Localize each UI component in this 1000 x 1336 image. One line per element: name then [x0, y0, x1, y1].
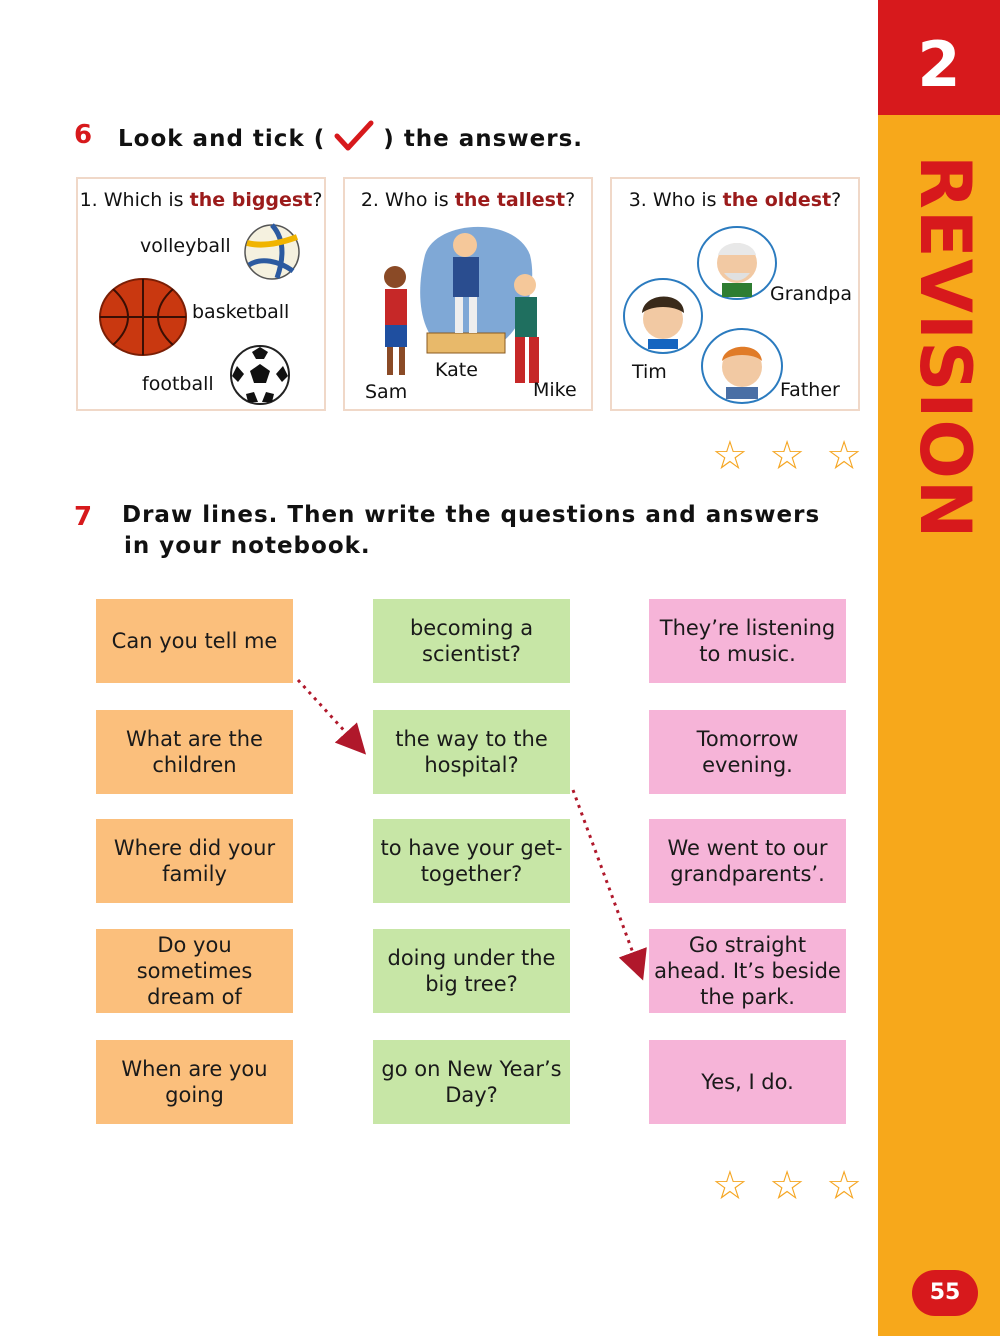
tick-icon	[334, 120, 374, 158]
panel-tallest	[343, 177, 593, 411]
panel-question: 3. Who is the oldest?	[628, 189, 842, 211]
rating-stars-6	[712, 433, 862, 479]
exercise-6-title-start: Look and tick (	[118, 126, 326, 152]
exercise-6-number: 6	[74, 120, 93, 150]
unit-number: 2	[917, 28, 961, 101]
basketball-icon[interactable]	[98, 277, 188, 361]
exercise-7-title-line2: in your notebook.	[124, 533, 371, 559]
label-father: Father	[780, 379, 840, 401]
label-volleyball: volleyball	[140, 235, 231, 257]
panel-question: 1. Which is the biggest?	[79, 189, 323, 211]
exercise-7-title-line1: Draw lines. Then write the questions and answers	[122, 502, 821, 528]
label-football: football	[142, 373, 214, 395]
label-mike: Mike	[533, 379, 577, 401]
football-icon[interactable]	[228, 344, 292, 410]
phrase-end-5[interactable]: go on New Year’s Day?	[373, 1040, 570, 1124]
label-basketball: basketball	[192, 301, 290, 323]
volleyball-icon[interactable]	[243, 223, 301, 285]
label-tim: Tim	[632, 361, 667, 383]
page-number: 55	[912, 1270, 978, 1316]
answer-2[interactable]: Tomorrow evening.	[649, 710, 846, 794]
panel-question: 2. Who is the tallest?	[360, 189, 576, 211]
label-grandpa: Grandpa	[770, 283, 852, 305]
label-kate: Kate	[435, 359, 478, 381]
star-icon[interactable]: ☆	[769, 1163, 805, 1209]
star-icon[interactable]: ☆	[826, 1163, 862, 1209]
father-portrait[interactable]	[700, 327, 784, 409]
example-arrow-1	[298, 680, 360, 748]
star-icon[interactable]: ☆	[712, 1163, 748, 1209]
phrase-start-5[interactable]: When are you going	[96, 1040, 293, 1124]
example-arrow-2	[573, 790, 640, 972]
exercise-7-number: 7	[74, 502, 93, 532]
phrase-end-4[interactable]: doing under the big tree?	[373, 929, 570, 1013]
phrase-start-4[interactable]: Do you sometimes dream of	[96, 929, 293, 1013]
star-icon[interactable]: ☆	[712, 433, 748, 479]
phrase-start-1[interactable]: Can you tell me	[96, 599, 293, 683]
phrase-start-2[interactable]: What are the children	[96, 710, 293, 794]
star-icon[interactable]: ☆	[826, 433, 862, 479]
exercise-6-title	[118, 120, 583, 158]
answer-5[interactable]: Yes, I do.	[649, 1040, 846, 1124]
label-sam: Sam	[365, 381, 408, 403]
panel-biggest	[76, 177, 326, 411]
answer-3[interactable]: We went to our grandparents’.	[649, 819, 846, 903]
panel-oldest	[610, 177, 860, 411]
star-icon[interactable]: ☆	[769, 433, 805, 479]
phrase-end-1[interactable]: becoming a scientist?	[373, 599, 570, 683]
exercise-6-title-end: ) the answers.	[383, 126, 583, 152]
unit-badge	[878, 0, 1000, 115]
phrase-start-3[interactable]: Where did your family	[96, 819, 293, 903]
rating-stars-7	[712, 1163, 862, 1209]
revision-sidebar	[878, 0, 1000, 1336]
answer-4[interactable]: Go straight ahead. It’s beside the park.	[649, 929, 846, 1013]
answer-1[interactable]: They’re listening to music.	[649, 599, 846, 683]
tim-portrait[interactable]	[622, 277, 704, 359]
phrase-end-3[interactable]: to have your get-together?	[373, 819, 570, 903]
phrase-end-2[interactable]: the way to the hospital?	[373, 710, 570, 794]
grandpa-portrait[interactable]	[696, 225, 778, 305]
revision-title: REVISION	[904, 155, 986, 540]
